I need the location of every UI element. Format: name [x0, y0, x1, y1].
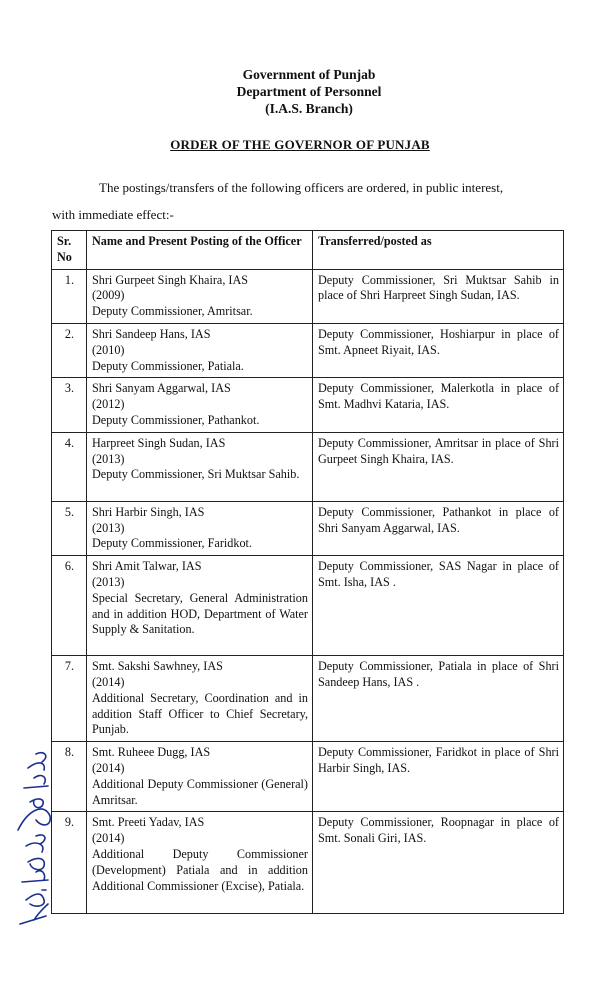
row-transferred: Deputy Commissioner, Patiala in place of Shri Sandeep Hans, IAS . [313, 656, 564, 742]
document-header [0, 66, 600, 117]
row-transferred: Deputy Commissioner, Amritsar in place of Shri Gurpeet Singh Khaira, IAS. [313, 432, 564, 501]
officer-posting: Deputy Commissioner, Amritsar. [92, 304, 253, 319]
officer-posting: Deputy Commissioner, Faridkot. [92, 536, 252, 551]
row-sr-no: 5. [52, 501, 87, 555]
officer-name: Shri Sanyam Aggarwal, IAS [92, 381, 231, 396]
header-department: Department of Personnel [236, 84, 382, 99]
table-row [52, 501, 564, 555]
officer-posting: Deputy Commissioner, Sri Muktsar Sahib. [92, 467, 300, 482]
officer-name: Shri Gurpeet Singh Khaira, IAS [92, 272, 249, 287]
row-officer [87, 432, 313, 501]
row-transferred: Deputy Commissioner, Roopnagar in place of Smt. Sonali Giri, IAS. [313, 812, 564, 914]
officer-posting: Additional Secretary, Coordination and in addition Staff Officer to Chief Secretary, Punjab. [92, 690, 308, 737]
row-officer [87, 556, 313, 656]
row-sr-no: 8. [52, 742, 87, 812]
officer-posting: Special Secretary, General Administration and in addition HOD, Department of Water Supply & Sanitation. [92, 590, 308, 637]
officer-posting: Additional Deputy Commissioner (General) Amritsar. [92, 776, 308, 807]
intro-paragraph [52, 174, 562, 228]
officer-name: Smt. Ruheee Dugg, IAS [92, 745, 211, 760]
row-officer [87, 742, 313, 812]
handwritten-signature [6, 740, 56, 930]
officer-name: Smt. Preeti Yadav, IAS [92, 815, 205, 830]
officer-batch: (2014) [92, 674, 125, 689]
officer-name: Shri Amit Talwar, IAS [92, 559, 202, 574]
officer-name: Harpreet Singh Sudan, IAS [92, 435, 226, 450]
row-sr-no: 7. [52, 656, 87, 742]
row-transferred: Deputy Commissioner, SAS Nagar in place of Smt. Isha, IAS . [313, 556, 564, 656]
row-officer [87, 323, 313, 377]
order-title: ORDER OF THE GOVERNOR OF PUNJAB [170, 137, 430, 152]
header-transferred: Transferred/posted as [313, 231, 564, 270]
header-sr-no: Sr. No [52, 231, 87, 270]
officer-batch: (2009) [92, 288, 125, 303]
row-transferred: Deputy Commissioner, Pathankot in place of Shri Sanyam Aggarwal, IAS. [313, 501, 564, 555]
officer-batch: (2013) [92, 574, 125, 589]
row-sr-no: 4. [52, 432, 87, 501]
table-row [52, 323, 564, 377]
row-transferred: Deputy Commissioner, Hoshiarpur in place of Smt. Apneet Riyait, IAS. [313, 323, 564, 377]
officer-name: Shri Harbir Singh, IAS [92, 504, 205, 519]
table-row [52, 432, 564, 501]
table-row [52, 812, 564, 914]
row-sr-no: 1. [52, 269, 87, 323]
row-officer [87, 269, 313, 323]
officer-batch: (2014) [92, 831, 125, 846]
table-row [52, 742, 564, 812]
officer-name: Smt. Sakshi Sawhney, IAS [92, 659, 223, 674]
officer-batch: (2012) [92, 397, 125, 412]
officer-batch: (2014) [92, 760, 125, 775]
officer-posting: Deputy Commissioner, Pathankot. [92, 412, 260, 427]
officer-posting: Additional Deputy Commissioner (Development) Patiala and in addition Additional Commissioner (Excise), Patiala. [92, 846, 308, 893]
row-sr-no: 2. [52, 323, 87, 377]
officer-batch: (2013) [92, 520, 125, 535]
row-officer [87, 656, 313, 742]
intro-line-2: with immediate effect:- [52, 207, 174, 222]
officer-name: Shri Sandeep Hans, IAS [92, 326, 211, 341]
table-row [52, 656, 564, 742]
row-officer [87, 812, 313, 914]
header-government: Government of Punjab [242, 67, 376, 82]
officer-posting: Deputy Commissioner, Patiala. [92, 358, 244, 373]
row-officer [87, 501, 313, 555]
header-officer: Name and Present Posting of the Officer [87, 231, 313, 270]
header-branch: (I.A.S. Branch) [265, 101, 353, 116]
intro-line-1: The postings/transfers of the following officers are ordered, in public interest, [99, 180, 504, 195]
table-row [52, 378, 564, 432]
row-transferred: Deputy Commissioner, Sri Muktsar Sahib in place of Shri Harpreet Singh Sudan, IAS. [313, 269, 564, 323]
row-transferred: Deputy Commissioner, Faridkot in place of Shri Harbir Singh, IAS. [313, 742, 564, 812]
row-sr-no: 9. [52, 812, 87, 914]
table-header-row [52, 231, 564, 270]
officer-batch: (2013) [92, 451, 125, 466]
row-transferred: Deputy Commissioner, Malerkotla in place of Smt. Madhvi Kataria, IAS. [313, 378, 564, 432]
row-officer [87, 378, 313, 432]
table-row [52, 556, 564, 656]
row-sr-no: 6. [52, 556, 87, 656]
table-row [52, 269, 564, 323]
row-sr-no: 3. [52, 378, 87, 432]
transfer-table [51, 230, 564, 914]
officer-batch: (2010) [92, 342, 125, 357]
